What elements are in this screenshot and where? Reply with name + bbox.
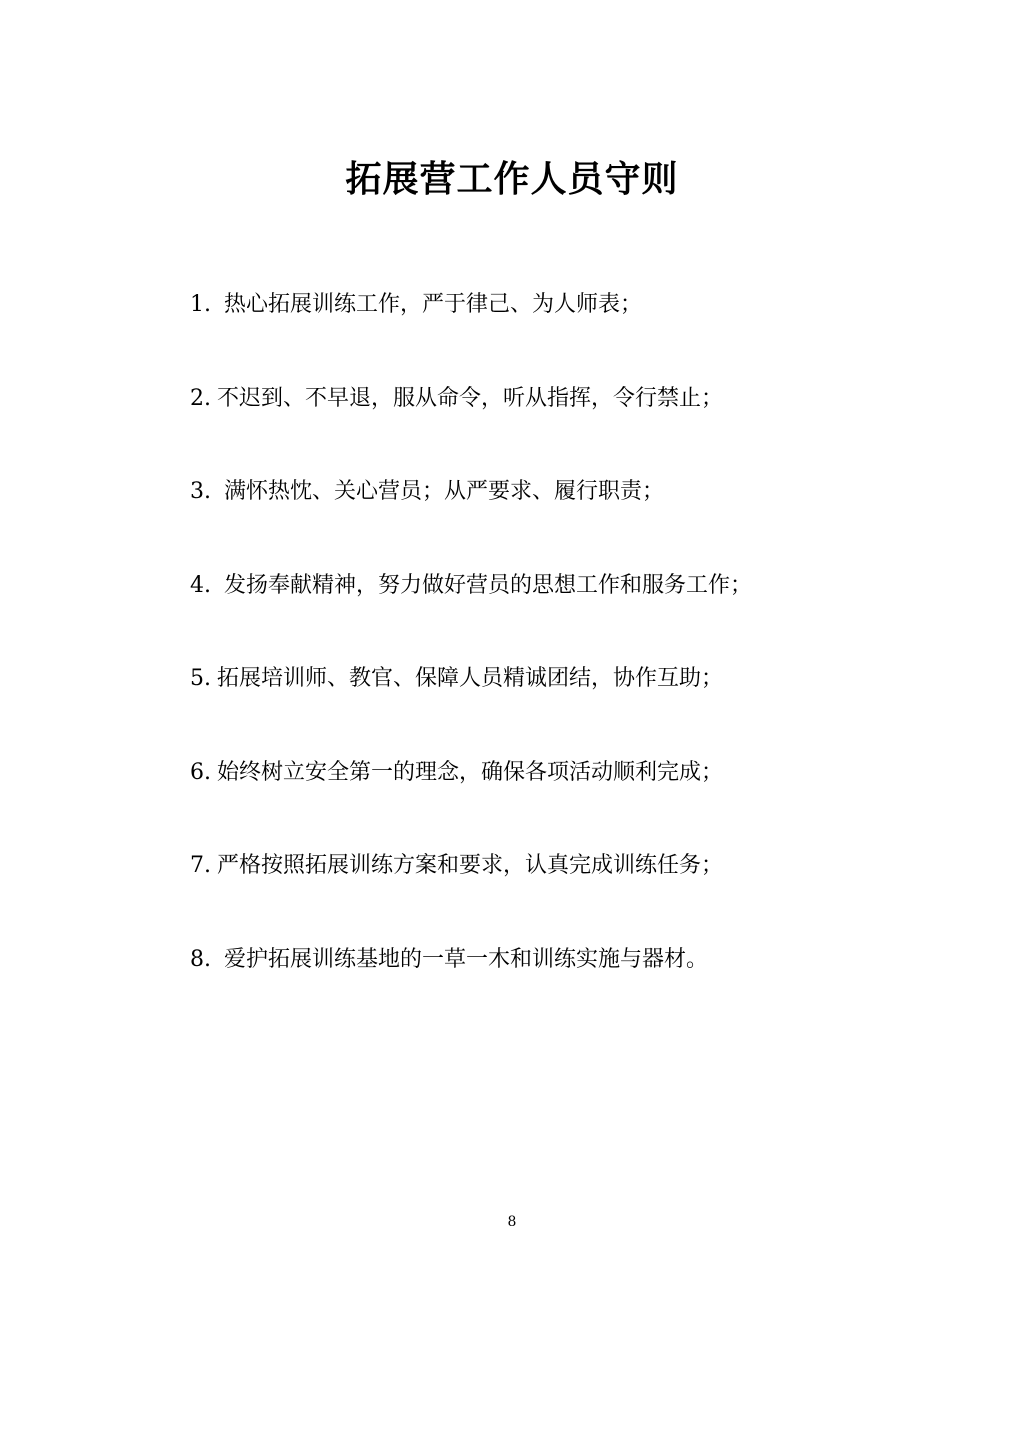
rule-number: 4. xyxy=(190,572,211,598)
rule-text: 爱护拓展训练基地的一草一木和训练实施与器材。 xyxy=(217,946,708,972)
rule-item xyxy=(190,561,950,655)
rule-text: 热心拓展训练工作，严于律己、为人师表； xyxy=(217,292,642,317)
rule-number: 7. xyxy=(190,853,211,878)
rule-text: 严格按照拓展训练方案和要求，认真完成训练任务； xyxy=(217,853,724,878)
rule-number: 3. xyxy=(190,479,211,504)
rule-number: 6. xyxy=(190,759,211,785)
rule-number: 5. xyxy=(190,666,211,691)
rule-text: 拓展培训师、教官、保障人员精诚团结，协作互助； xyxy=(217,666,724,691)
rule-text: 发扬奉献精神，努力做好营员的思想工作和服务工作； xyxy=(217,572,752,598)
rule-number: 1. xyxy=(190,292,211,317)
rule-text: 满怀热忱、关心营员；从严要求、履行职责； xyxy=(217,479,664,504)
rule-item xyxy=(190,654,950,748)
rule-item xyxy=(190,280,950,374)
rule-number: 8. xyxy=(190,946,211,972)
rules-list xyxy=(190,280,950,1028)
rule-item xyxy=(190,748,950,842)
rule-number: 2. xyxy=(190,385,211,411)
rule-item xyxy=(190,841,950,935)
rule-item xyxy=(190,935,950,1029)
page-number: 8 xyxy=(507,1214,517,1230)
rule-text: 不迟到、不早退，服从命令，听从指挥，令行禁止； xyxy=(217,385,724,411)
rule-item xyxy=(190,467,950,561)
rule-item xyxy=(190,374,950,468)
document-title: 拓展营工作人员守则 xyxy=(345,159,679,200)
rule-text: 始终树立安全第一的理念，确保各项活动顺利完成； xyxy=(217,759,724,785)
